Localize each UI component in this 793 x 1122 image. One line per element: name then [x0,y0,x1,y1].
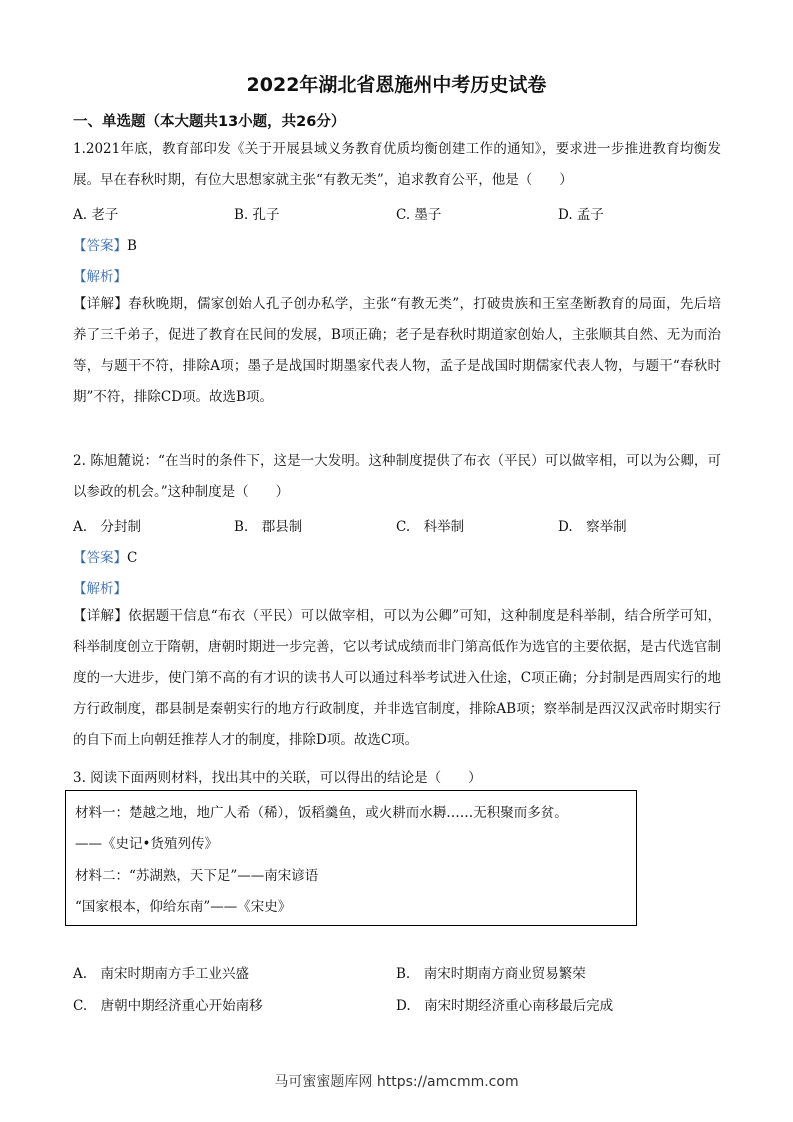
q2-analysis [73,577,127,597]
q3-option-d: D. 南宋时期经济重心南移最后完成 [396,998,614,1014]
q1-stem: 1.2021年底，教育部印发《关于开展县域义务教育优质均衡创建工作的通知》，要求进一步推进教育均衡发展。早在春秋时期，有位大思想家就主张“有教无类”，追求教育公平，他是（ ） [73,141,721,188]
q2-stem: 2. 陈旭麓说：“在当时的条件下，这是一大发明。这种制度提供了布衣（平民）可以做宰相，可以为公卿，可以参政的机会。”这种制度是（ ） [73,453,721,500]
q2-option-c: C. 科举制 [396,519,465,535]
page-title: 2022年湖北省恩施州中考历史试卷 [246,74,547,96]
answer-tag: 【答案】 [73,238,127,254]
q3-option-b: B. 南宋时期南方商业贸易繁荣 [396,966,586,982]
material-box [65,790,637,926]
q3-stem: 3. 阅读下面两则材料，找出其中的关联，可以得出的结论是（ ） [73,770,482,786]
section-heading: 一、单选题（本大题共13小题，共26分） [73,114,346,130]
detail-tag: 【详解】 [73,296,129,312]
q2-option-d: D. 察举制 [558,519,627,535]
q1-answer [73,234,137,254]
q1-detail [73,289,721,413]
q1-option-c: C. 墨子 [396,207,442,223]
q2-detail [73,601,721,756]
material-line: 材料二：“苏湖熟，天下足”——南宋谚语 [75,868,319,884]
answer-tag: 【答案】 [73,550,127,566]
q3-option-a: A. 南宋时期南方手工业兴盛 [73,966,250,982]
q2-option-b: B. 郡县制 [234,519,303,535]
detail-text: 依据题干信息“布衣（平民）可以做宰相，可以为公卿”可知，这种制度是科举制，结合所学可知，科举制度创立于隋朝，唐朝时期进一步完善，它以考试成绩而非门第高低作为选官的主要依据，是古代选官制度的一大进步，使门第不高的有才识的读书人可以通过科举考试进入仕途，C项正确；分封制是西周实行的地方行政制度，郡县制是秦朝实行的地方行政制度，并非选官制度，排除AB项；察举制是西汉汉武帝时期实行的自下而上向朝廷推荐人才的制度，排除D项。故选C项。 [73,608,721,748]
q2-option-a: A. 分封制 [73,519,142,535]
detail-text: 春秋晚期，儒家创始人孔子创办私学，主张“有教无类”，打破贵族和王室垄断教育的局面，先后培养了三千弟子，促进了教育在民间的发展，B项正确；老子是春秋时期道家创始人，主张顺其自然、无为而治等，与题干不符，排除A项；墨子是战国时期墨家代表人物，孟子是战国时期儒家代表人物，与题干“春秋时期”不符，排除CD项。故选B项。 [73,296,721,405]
answer-value: B [127,238,137,254]
q1-option-a: A. 老子 [73,207,119,223]
page-footer: 马可蜜蜜题库网 https://amcmm.com [274,1074,519,1090]
q1-option-d: D. 孟子 [558,207,604,223]
q1-option-b: B. 孔子 [234,207,280,223]
q2-answer [73,546,137,566]
analysis-tag: 【解析】 [73,269,127,285]
material-line: “国家根本，仰给东南”——《宋史》 [75,899,292,915]
detail-tag: 【详解】 [73,608,129,624]
material-line: 材料一：楚越之地，地广人希（稀），饭稻羹鱼，或火耕而水耨……无积聚而多贫。 [75,805,568,821]
analysis-tag: 【解析】 [73,581,127,597]
q1-analysis [73,265,127,285]
q3-option-c: C. 唐朝中期经济重心开始南移 [73,998,263,1014]
material-line: ——《史记•货殖列传》 [75,836,218,852]
answer-value: C [127,550,138,566]
